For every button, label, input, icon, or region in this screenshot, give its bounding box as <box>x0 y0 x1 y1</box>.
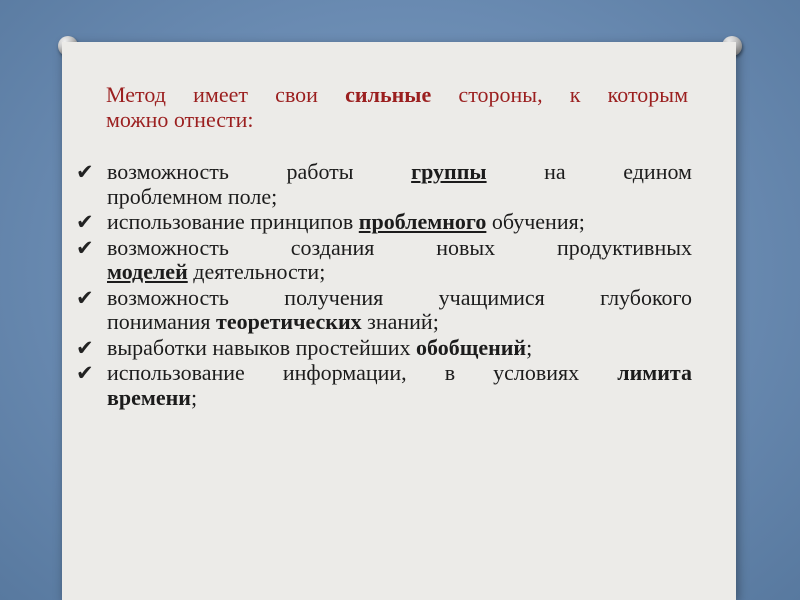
list-item-line: возможность создания новых продуктивных <box>107 234 692 260</box>
intro-line-1 <box>106 82 688 107</box>
intro-text-part: стороны, к которым <box>431 82 688 107</box>
text: возможность работы <box>107 159 412 184</box>
list-item-line <box>107 386 692 411</box>
text: использование принципов <box>107 209 359 234</box>
text: использование информации, в условиях <box>107 360 618 385</box>
list-item-line: возможность получения учащимися глубокого <box>107 284 692 310</box>
text: обучения; <box>486 209 585 234</box>
text: ; <box>190 384 198 410</box>
intro-line-2: можно отнести: <box>106 107 254 132</box>
text: выработки навыков простейших <box>107 334 417 360</box>
text: ; <box>526 334 533 360</box>
list-item <box>72 210 692 235</box>
list-item-line <box>107 336 692 361</box>
bold-word: обобщений <box>416 334 527 360</box>
text: понимания <box>107 309 217 334</box>
bold-word: лимита <box>617 360 692 385</box>
list-item <box>72 236 692 285</box>
intro-text-part: Метод имеет свои <box>106 82 346 107</box>
checkmark-icon: ✔ <box>76 335 94 360</box>
underlined-word: моделей <box>107 259 188 284</box>
underlined-word: проблемного <box>358 209 487 234</box>
list-item <box>72 160 692 209</box>
advantages-list <box>72 160 692 411</box>
list-item-line <box>107 210 692 235</box>
checkmark-icon: ✔ <box>76 235 94 260</box>
bold-word: времени <box>107 384 191 410</box>
checkmark-icon: ✔ <box>76 160 94 184</box>
intro-text <box>106 82 688 132</box>
underlined-word: группы <box>411 159 487 184</box>
list-item-line: проблемном поле; <box>107 183 278 209</box>
checkmark-icon: ✔ <box>76 361 94 385</box>
checkmark-icon: ✔ <box>76 285 94 310</box>
text: деятельности; <box>187 259 326 284</box>
checkmark-icon: ✔ <box>76 210 94 234</box>
text: знаний; <box>361 309 439 334</box>
text: на едином <box>486 159 692 184</box>
list-item-line <box>107 260 692 285</box>
list-item-line <box>107 160 692 185</box>
list-item <box>72 286 692 335</box>
list-item <box>72 361 692 410</box>
bold-word: теоретических <box>216 309 362 334</box>
intro-bold-word: сильные <box>345 82 432 107</box>
list-item-line <box>107 361 692 386</box>
list-item <box>72 336 692 361</box>
list-item-line <box>107 310 692 335</box>
